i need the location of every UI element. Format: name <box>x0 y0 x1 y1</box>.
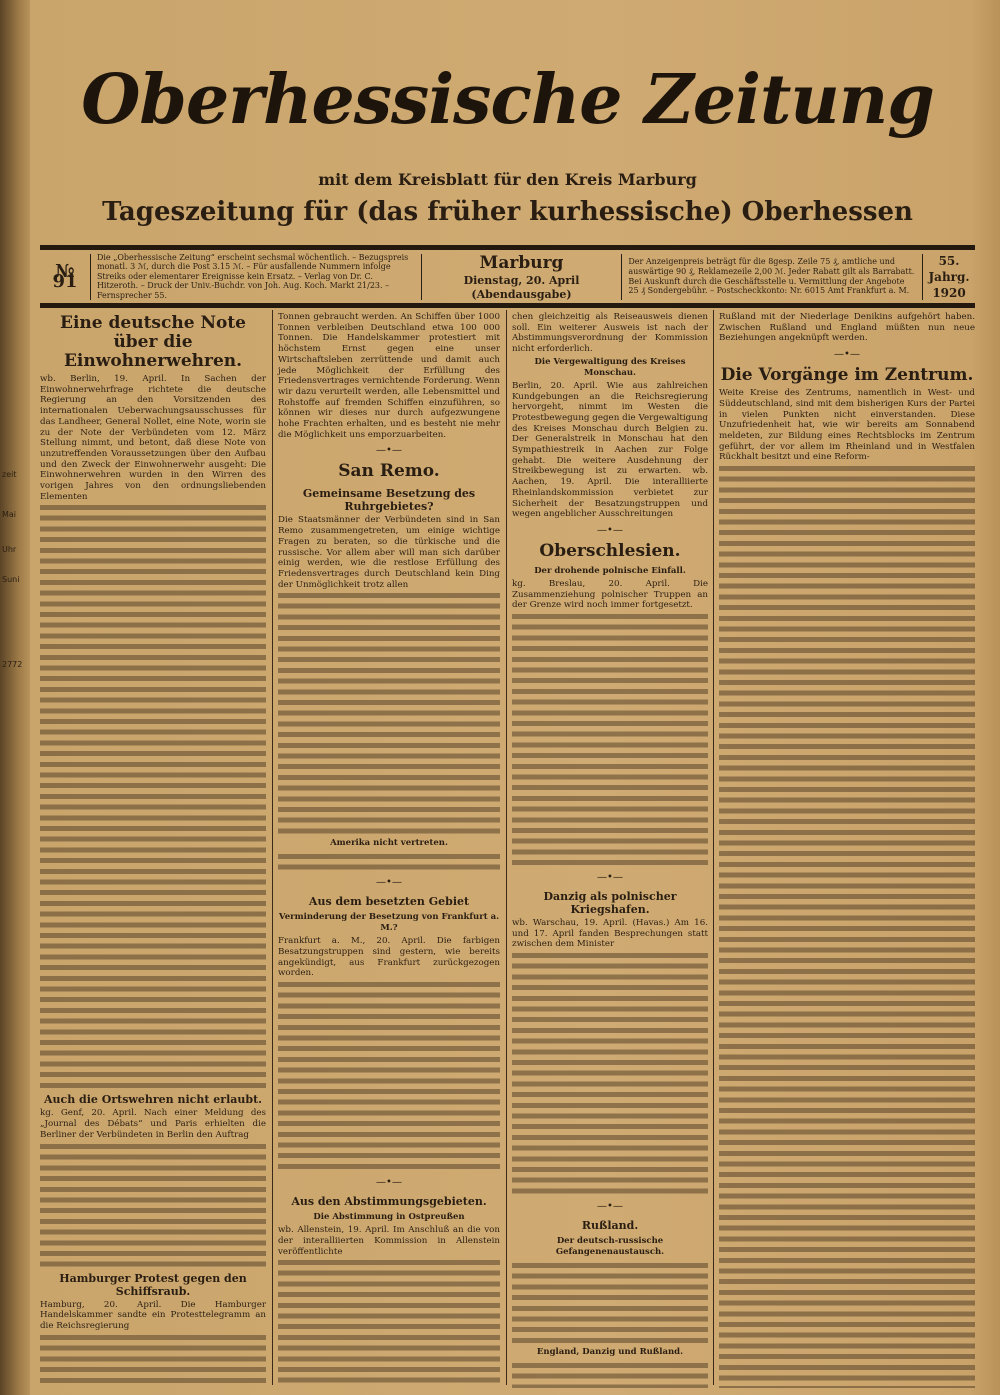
headline: Oberschlesien. <box>539 540 681 561</box>
headline: Rußland. <box>581 1219 639 1233</box>
previous-page-edge <box>0 0 30 1395</box>
article-text-lines <box>512 1260 708 1345</box>
article-text-lines <box>40 1332 266 1388</box>
article-text-lines <box>719 463 975 1388</box>
subscription-info: Die „Oberhessische Zeitung“ erscheint sechsmal wöchentlich. – Bezugspreis monatl. 3 ℳ, durch die Post 3.15 ℳ. – Für ausfallende Nummern infolge Streiks oder elementarer Ereignisse kein Ersatz. – Verlag von Dr. C. Hitzeroth. – Druck der Univ.-Buchdr. von Joh. Aug. Koch. Markt 21/23. – Fernsprecher 55. <box>96 252 409 300</box>
year: 1920 <box>932 285 966 300</box>
subheadline: England, Danzig und Rußland. <box>536 1347 684 1358</box>
ornament: —•— <box>834 349 860 361</box>
article-body: Frankfurt a. M., 20. April. Die farbigen Besatzungstruppen sind gestern, wie bereits angekündigt, aus Frankfurt zurückgezogen worden. <box>278 936 500 979</box>
headline: Danzig als polnischer Kriegshafen. <box>543 890 677 917</box>
masthead <box>40 40 975 160</box>
volume-year <box>923 253 975 301</box>
masthead-subtitle: mit dem Kreisblatt für den Kreis Marburg <box>318 170 697 189</box>
advertising-info: Der Anzeigenpreis beträgt für die 8gesp. Zeile 75 ₰, amtliche und auswärtige 90 ₰, Reklamezeile 2,00 ℳ. Jeder Rabatt gilt als Barrabatt. Bei Auskunft durch die Geschäftsstelle u. Vermittlung der Angebote 25 ₰ Sondergebühr. – Postscheckkonto: Nr. 6015 Amt Frankfurt a. M. <box>628 257 915 296</box>
column-divider <box>506 310 507 1385</box>
article-body: wb. Allenstein, 19. April. Im Anschluß an die von der interalliierten Kommission in Allenstein veröffentlichte <box>278 1225 500 1257</box>
issue-date: Dienstag, 20. April (Abendausgabe) <box>463 273 580 301</box>
article-body: Rußland mit der Niederlage Denikins aufgehört haben. Zwischen Rußland und England müßten nun neue Beziehungen angeknüpft werden. <box>719 312 975 344</box>
ornament: —•— <box>376 445 402 457</box>
headline: Die Vorgänge im Zentrum. <box>720 365 974 386</box>
column-2 <box>278 312 500 1388</box>
ornament: —•— <box>597 524 623 536</box>
subheadline: Die Vergewaltigung des Kreises Monschau. <box>534 356 686 378</box>
issue-number: № 91 <box>52 260 78 292</box>
top-rule <box>40 245 975 250</box>
article-text-lines <box>40 1141 266 1269</box>
margin-mark: 2772 <box>2 660 23 669</box>
margin-mark: Suni <box>2 575 20 584</box>
headline: Auch die Ortswehren nicht erlaubt. <box>44 1093 262 1107</box>
article-text-lines <box>278 979 500 1172</box>
headline: Aus dem besetzten Gebiet <box>308 895 470 909</box>
column-1 <box>40 312 266 1388</box>
headline: Aus den Abstimmungsgebieten. <box>291 1195 487 1209</box>
article-body: Hamburg, 20. April. Die Hamburger Handelskammer sandte ein Protesttelegramm an die Reichsregierung <box>40 1299 266 1331</box>
article-text-lines <box>40 502 266 1090</box>
article-text-lines <box>512 1360 708 1388</box>
column-3 <box>512 312 708 1388</box>
article-body: Tonnen gebraucht werden. An Schiffen über 1000 Tonnen verbleiben Deutschland etwa 100 000 Tonnen. Die Handelskammer protestiert mit höchstem Ernst gegen eine unser Wirtschaftsleben zerrüttende und damit auch jede Möglichkeit der Erfüllung des Friedensvertrages vernichtende Forderung. Wenn wir dazu verurteilt werden, alle Lebensmittel und Rohstoffe auf fremden Schiffen einzuführen, so können wir dieses nur durch aufgezwungene hohe Frachten erhalten, und es besteht nie mehr die Möglichkeit uns emporzuarbeiten. <box>278 312 500 440</box>
article-text-lines <box>278 851 500 872</box>
headline: Hamburger Protest gegen den Schiffsraub. <box>59 1271 247 1298</box>
subheadline: Amerika nicht vertreten. <box>330 838 448 849</box>
ornament: —•— <box>597 872 623 884</box>
article-text-lines <box>278 590 500 836</box>
issue-info-bar <box>40 251 975 302</box>
article-body: chen gleichzeitig als Reiseausweis dienen soll. Ein weiterer Ausweis ist nach der Abstimmungsverordnung der Kommission nicht erforderlich. <box>512 312 708 355</box>
subheadline: Der deutsch-russische Gefangenenaustausch. <box>555 1236 665 1258</box>
margin-mark: Uhr <box>2 545 17 554</box>
masthead-tagline: Tageszeitung für (das früher kurhessische) Oberhessen <box>102 197 913 227</box>
article-body: Die Staatsmänner der Verbündeten sind in San Remo zusammengetreten, um einige wichtige Fragen zu beraten, so die türkische und die russische. Vor allem aber will man sich darüber einig werden, wie die restlose Erfüllung des Friedensvertrages durch Deutschland kein Ding der Unmöglichkeit trotz allen <box>278 515 500 590</box>
subheadline: Gemeinsame Besetzung des Ruhrgebietes? <box>302 487 476 514</box>
ornament: —•— <box>597 1201 623 1213</box>
article-text-lines <box>512 950 708 1196</box>
subheadline: Verminderung der Besetzung von Frankfurt a. M.? <box>278 912 500 934</box>
article-body: kg. Genf, 20. April. Nach einer Meldung des „Journal des Débats“ und Paris erhielten die Berliner der Verbündeten in Berlin den Auftrag <box>40 1108 266 1140</box>
headline: Eine deutsche Note über die Einwohnerwehren. <box>60 313 246 371</box>
margin-mark: Mai <box>2 510 17 519</box>
article-body: wb. Warschau, 19. April. (Havas.) Am 16. und 17. April fanden Besprechungen statt zwischen dem Minister <box>512 918 708 950</box>
ornament: —•— <box>376 877 402 889</box>
headline: San Remo. <box>338 461 440 482</box>
subheadline: Der drohende polnische Einfall. <box>534 565 686 576</box>
subheadline: Die Abstimmung in Ostpreußen <box>313 1212 465 1223</box>
newspaper-title: Oberhessische Zeitung <box>81 60 934 140</box>
article-body: wb. Berlin, 19. April. In Sachen der Einwohnerwehrfrage richtete die deutsche Regierung an den Vorsitzenden des internationalen Ueberwachungsausschusses für das Landheer, General Nollet, eine Note, worin sie zu der Note der Verbündeten vom 12. März Stellung nimmt, und betont, daß diese Note von unzutreffenden Voraussetzungen über den Aufbau und den Zweck der Einwohnerwehr ausgeht: Die Einwohnerwehren wurden in den Wirren des vorigen Jahres von den ordnungsliebenden Elementen <box>40 374 266 502</box>
volume: 55. Jahrg. <box>928 253 970 284</box>
article-body: Weite Kreise des Zentrums, namentlich in West- und Süddeutschland, sind mit dem bisherigen Kurs der Partei in vielen Punkten nicht einverstanden. Diese Unzufriedenheit hat, wie wir bereits am Sonnabend meldeten, zur Bildung eines Rechtsblocks im Zentrum geführt, der vor allem im Rheinland und in Westfalen Rückhalt besitzt und eine Reform- <box>719 388 975 463</box>
article-body: kg. Breslau, 20. April. Die Zusammenziehung polnischer Truppen an der Grenze wird noch immer fortgesetzt. <box>512 578 708 611</box>
issue-place-date <box>422 252 622 302</box>
ornament: —•— <box>376 1177 402 1189</box>
bottom-rule <box>40 303 975 308</box>
column-divider <box>713 310 714 1385</box>
column-divider <box>272 310 273 1385</box>
article-body: Berlin, 20. April. Wie aus zahlreichen Kundgebungen an die Reichsregierung hervorgeht, nimmt im Westen die Protestbewegung gegen die Vergewaltigung des Kreises Monschau durch Belgien zu. Der Generalstreik in Monschau hat den Sympathiestreik in Aachen zur Folge gehabt. Die weitere Ausdehnung der Streikbewegung ist zu erwarten. wb. Aachen, 19. April. Die interalliierte Rheinlandskommission verbietet zur Sicherheit der Besatzungstruppen und wegen angeblicher Ausschreitungen <box>512 380 708 520</box>
article-text-lines <box>278 1257 500 1388</box>
column-4 <box>719 312 975 1388</box>
city: Marburg <box>479 252 564 273</box>
article-text-lines <box>512 611 708 867</box>
margin-mark: zeit <box>2 470 17 479</box>
